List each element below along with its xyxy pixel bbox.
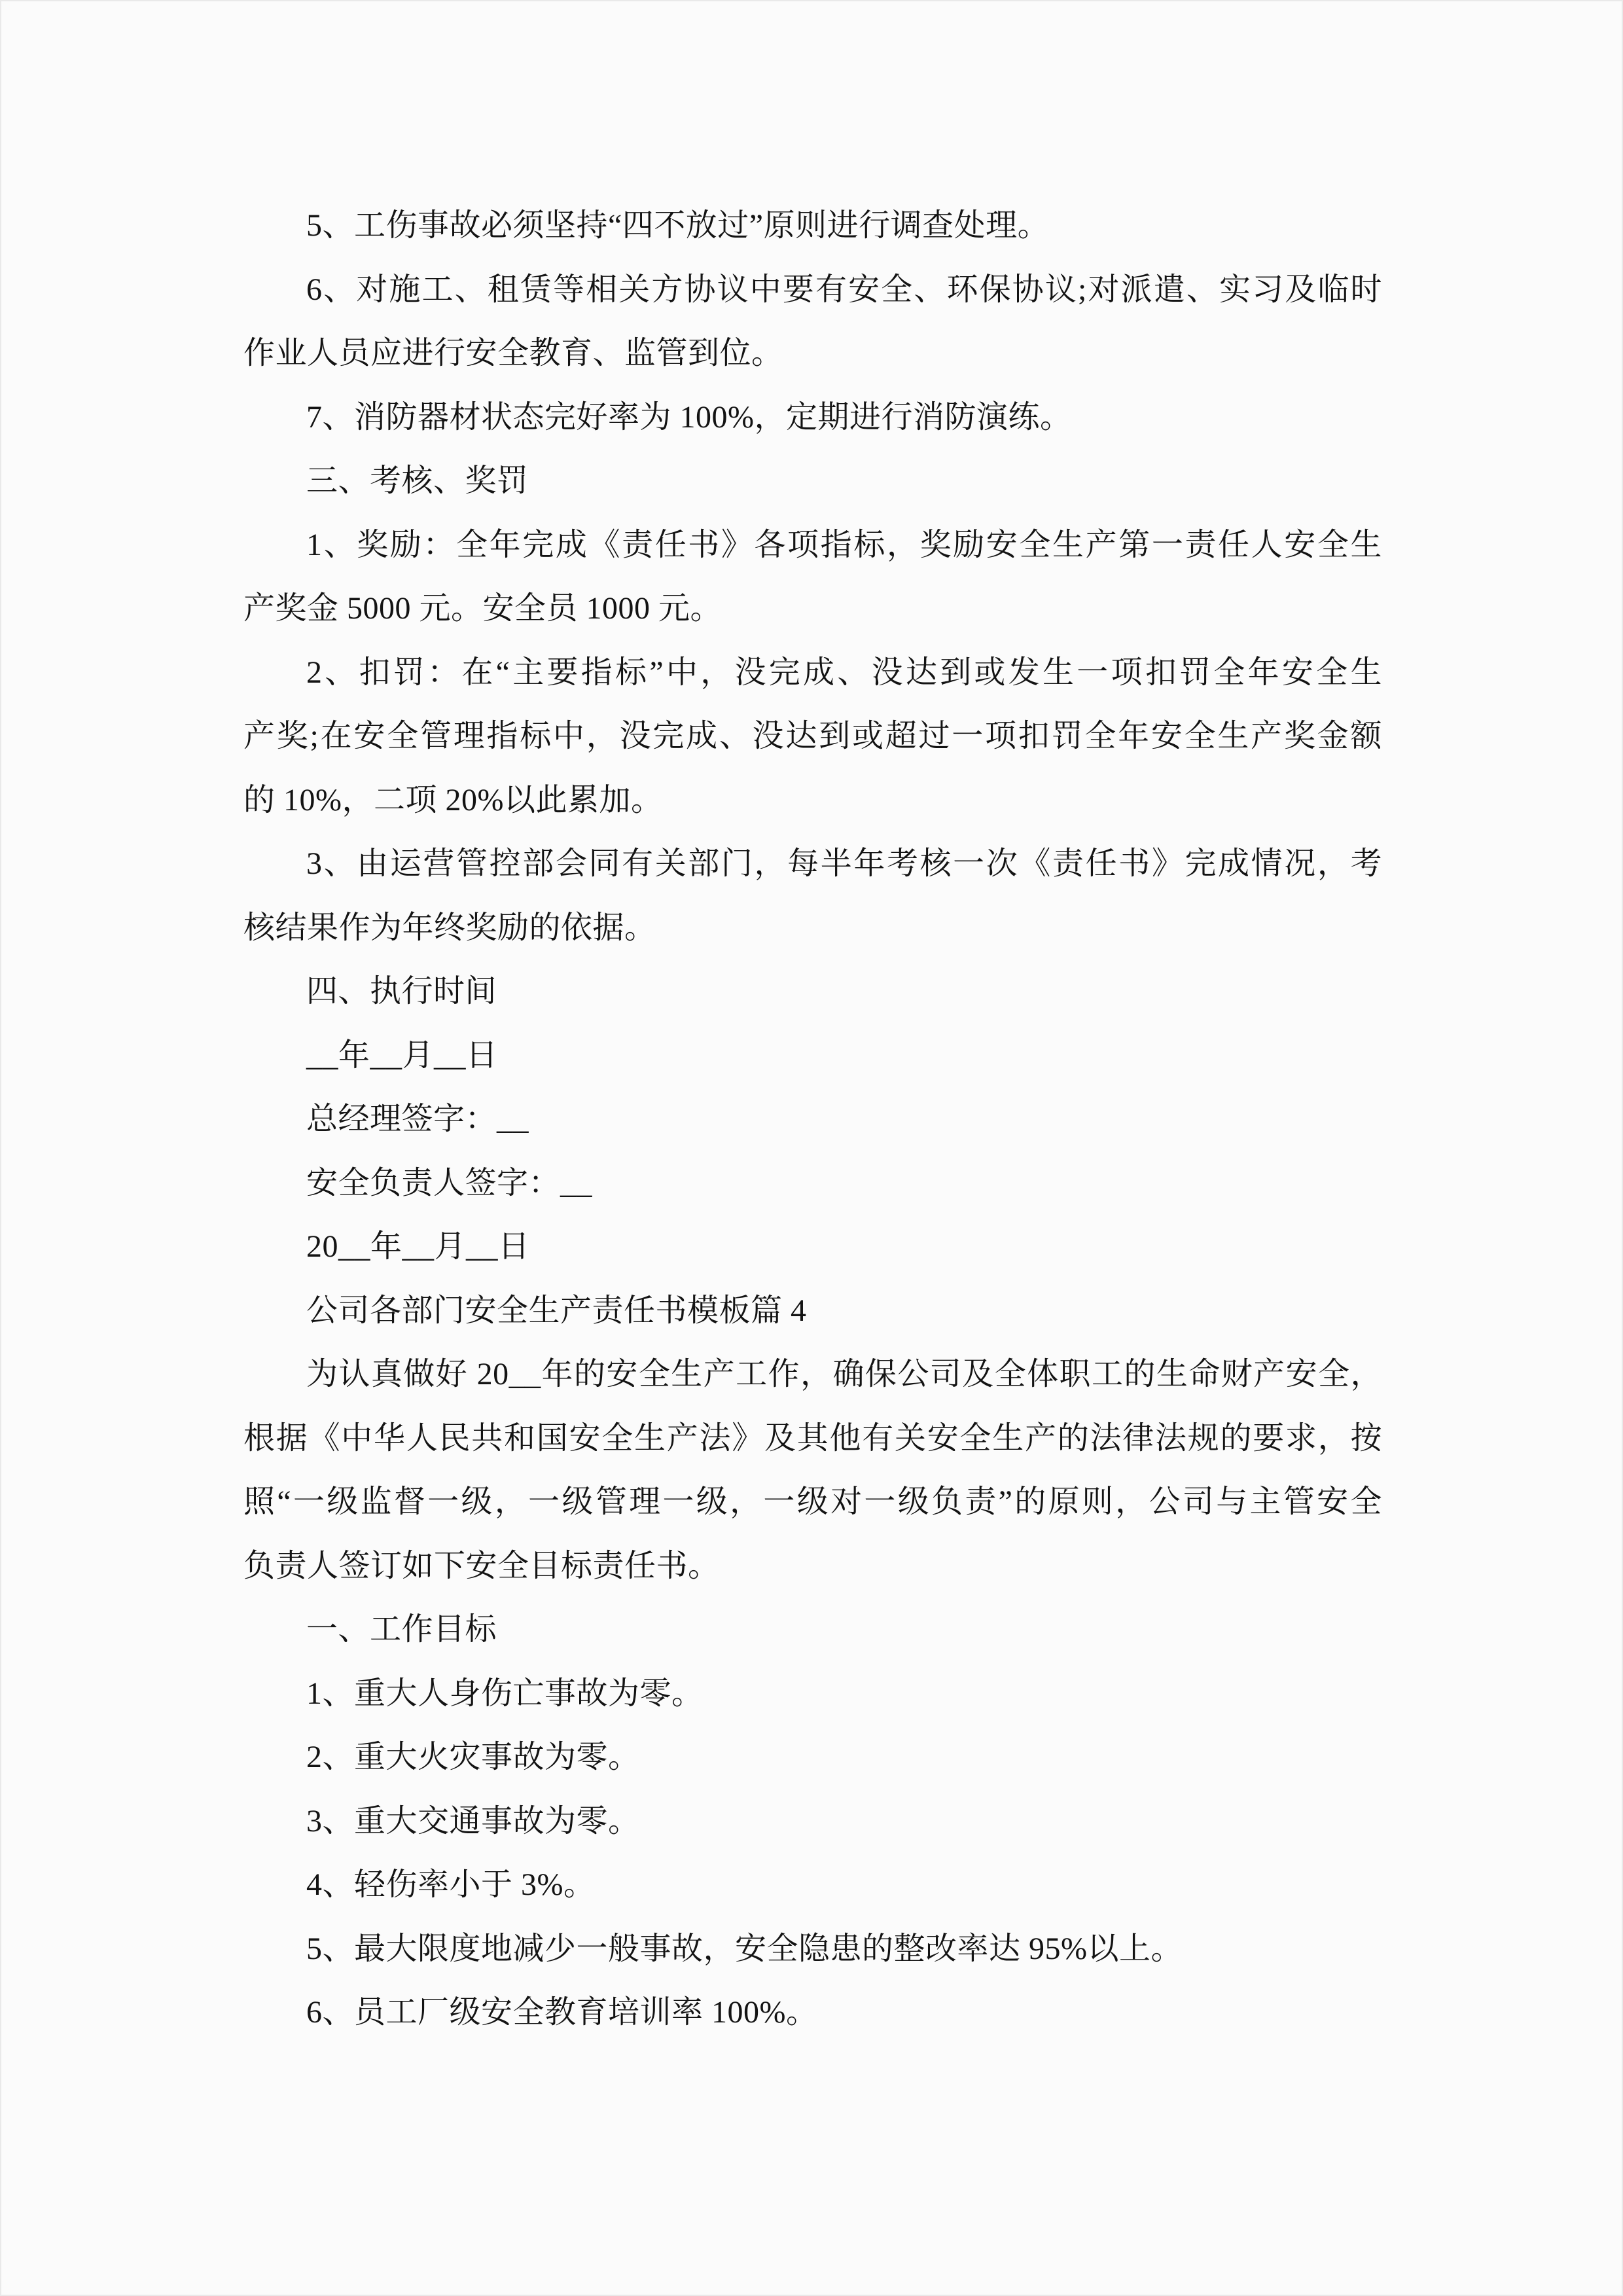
- doc-line-07: 产奖金 5000 元。安全员 1000 元。: [243, 591, 722, 626]
- doc-line-19: 为认真做好 20__年的安全生产工作，确保公司及全体职工的生命财产安全，: [306, 1357, 1382, 1391]
- doc-line-16: 安全负责人签字：__: [306, 1165, 593, 1200]
- doc-line-08: 2、扣罚：在“主要指标”中，没完成、没达到或发生一项扣罚全年安全生: [306, 655, 1382, 690]
- doc-line-28: 5、最大限度地减少一般事故，安全隐患的整改率达 95%以上。: [306, 1931, 1183, 1966]
- doc-line-20: 根据《中华人民共和国安全生产法》及其他有关安全生产的法律法规的要求，按: [243, 1420, 1382, 1456]
- doc-line-21: 照“一级监督一级，一级管理一级，一级对一级负责”的原则，公司与主管安全: [243, 1484, 1382, 1519]
- doc-line-02: 6、对施工、租赁等相关方协议中要有安全、环保协议;对派遣、实习及临时: [306, 272, 1382, 307]
- doc-line-18: 公司各部门安全生产责任书模板篇 4: [306, 1293, 807, 1328]
- doc-line-24: 1、重大人身伤亡事故为零。: [306, 1676, 704, 1711]
- doc-line-13: 四、执行时间: [306, 974, 497, 1009]
- doc-line-10: 的 10%，二项 20%以此累加。: [243, 782, 663, 817]
- doc-line-05: 三、考核、奖罚: [306, 463, 529, 498]
- doc-line-06: 1、奖励：全年完成《责任书》各项指标，奖励安全生产第一责任人安全生: [306, 527, 1382, 562]
- doc-line-29: 6、员工厂级安全教育培训率 100%。: [306, 1995, 818, 2030]
- doc-line-25: 2、重大火灾事故为零。: [306, 1740, 640, 1774]
- doc-line-23: 一、工作目标: [306, 1612, 497, 1647]
- doc-line-12: 核结果作为年终奖励的依据。: [243, 910, 656, 945]
- doc-line-17: 20__年__月__日: [306, 1229, 530, 1264]
- doc-line-11: 3、由运营管控部会同有关部门，每半年考核一次《责任书》完成情况，考: [306, 846, 1382, 881]
- doc-line-26: 3、重大交通事故为零。: [306, 1803, 640, 1839]
- doc-line-27: 4、轻伤率小于 3%。: [306, 1867, 596, 1902]
- doc-line-04: 7、消防器材状态完好率为 100%，定期进行消防演练。: [306, 399, 1072, 435]
- doc-line-09: 产奖;在安全管理指标中，没完成、没达到或超过一项扣罚全年安全生产奖金额: [243, 719, 1382, 753]
- doc-line-14: __年__月__日: [306, 1037, 498, 1073]
- doc-line-22: 负责人签订如下安全目标责任书。: [243, 1548, 720, 1583]
- doc-line-15: 总经理签字：__: [306, 1102, 529, 1136]
- doc-line-03: 作业人员应进行安全教育、监管到位。: [243, 336, 783, 370]
- document-text-block: [243, 194, 1382, 2045]
- doc-line-01: 5、工伤事故必须坚持“四不放过”原则进行调查处理。: [306, 208, 1050, 243]
